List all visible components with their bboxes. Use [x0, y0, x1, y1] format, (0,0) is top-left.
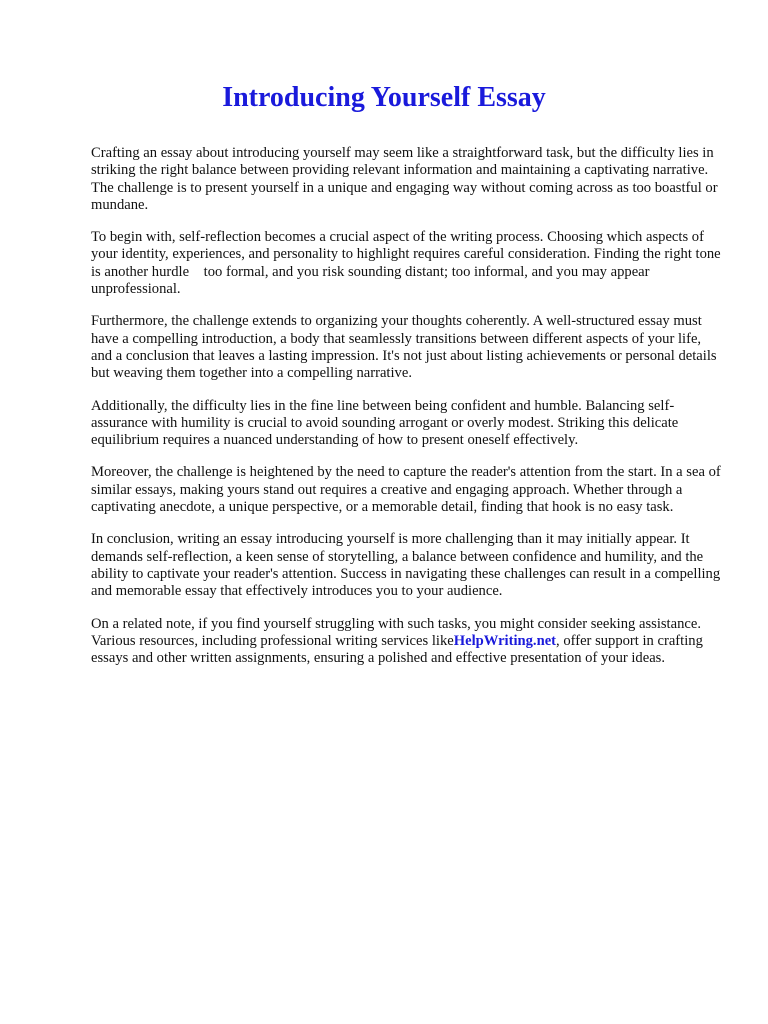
essay-body [91, 145, 725, 682]
paragraph-7-lead-text: On a related note, if you find yourself struggling with such tasks, you might consider seeking assistance. Various resources, including professional writing services like [91, 615, 701, 649]
paragraph-4: Additionally, the difficulty lies in the fine line between being confident and humble. Balancing self-assurance with humility is crucial to avoid sounding arrogant or overly modest. Striking this delicate equilibrium requires a nuanced understanding of how to present oneself effectively. [91, 397, 679, 449]
paragraph-5: Moreover, the challenge is heightened by the need to capture the reader's attention from the start. In a sea of similar essays, making yours stand out requires a creative and engaging approach. Whether through a captivating anecdote, a unique perspective, or a memorable detail, finding that hook is no easy task. [91, 464, 721, 516]
paragraph-7 [91, 616, 721, 668]
paragraph-3: Furthermore, the challenge extends to organizing your thoughts coherently. A well-structured essay must have a compelling introduction, a body that seamlessly transitions between different aspects of your life, and a conclusion that leaves a lasting impression. It's not just about listing achievements or personal details but weaving them together into a compelling narrative. [91, 313, 717, 382]
paragraph-2: To begin with, self-reflection becomes a crucial aspect of the writing process. Choosing which aspects of your identity, experiences, and personality to highlight requires careful consideration. Finding the right tone is another hurdle too formal, and you risk sounding distant; too informal, and you may appear unprofessional. [91, 229, 725, 298]
paragraph-7-trailing-text: , offer support in crafting essays and other written assignments, ensuring a polished and effective presentation of your ideas. [91, 632, 703, 667]
paragraph-1: Crafting an essay about introducing yourself may seem like a straightforward task, but the difficulty lies in striking the right balance between providing relevant information and maintaining a captivating narrative. The challenge is to present yourself in a unique and engaging way without coming across as too boastful or mundane. [91, 145, 718, 213]
paragraph-6: In conclusion, writing an essay introducing yourself is more challenging than it may initially appear. It demands self-reflection, a keen sense of storytelling, a balance between confidence and humility, and the ability to captivate your reader's attention. Success in navigating these challenges can result in a compelling and memorable essay that effectively introduces you to your audience. [91, 531, 721, 600]
helpwriting-link[interactable]: HelpWriting.net [453, 632, 557, 649]
page-title: Introducing Yourself Essay [222, 82, 546, 113]
